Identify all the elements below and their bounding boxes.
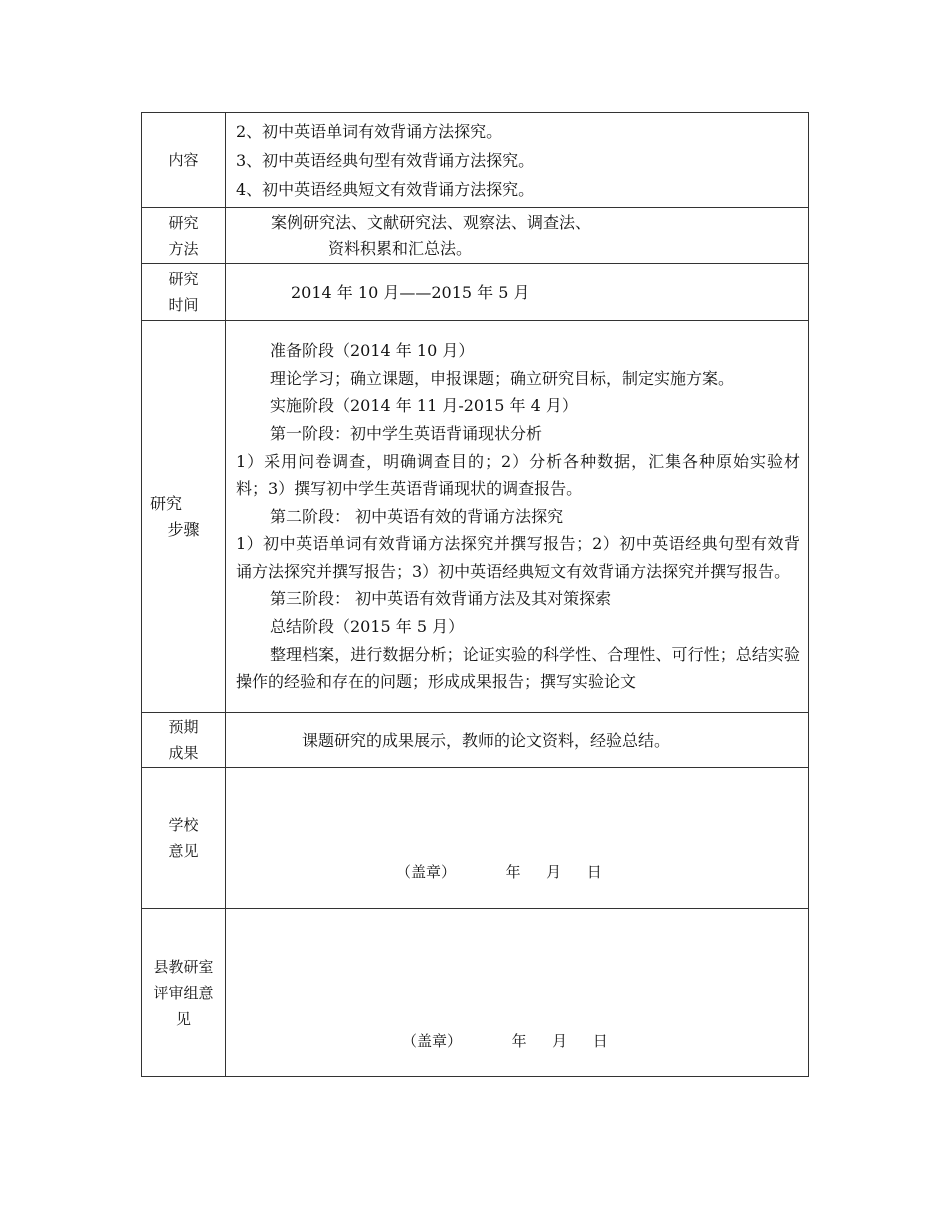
method-label-cell <box>142 208 226 264</box>
time-label-line1: 研究 <box>168 270 199 288</box>
school-day-label: 日 <box>586 863 602 881</box>
county-seal-line <box>236 909 800 1056</box>
time-label-cell <box>142 264 226 321</box>
content-row <box>142 113 809 208</box>
method-line-2: 资料积累和汇总法。 <box>328 238 473 258</box>
time-cell <box>226 264 809 321</box>
outcome-row <box>142 713 809 768</box>
steps-label-cell <box>142 321 226 713</box>
content-label: 内容 <box>168 151 199 169</box>
school-opinion-cell <box>226 768 809 909</box>
content-line-2: 2、初中英语单词有效背诵方法探究。 <box>236 121 503 141</box>
research-period: 2014 年 10 月——2015 年 5 月 <box>291 282 530 302</box>
method-cell <box>226 208 809 264</box>
method-row <box>142 208 809 264</box>
school-year-label: 年 <box>505 863 521 881</box>
school-label-cell <box>142 768 226 909</box>
outcome-cell <box>226 713 809 768</box>
county-label-line3: 见 <box>175 1009 191 1028</box>
outcome-label-line2: 成果 <box>168 744 199 762</box>
first-phase-detail: 1）采用问卷调查，明确调查目的；2）分析各种数据，汇集各种原始实验材料；3）撰写初中学生英语背诵现状的调查报告。 <box>236 451 800 499</box>
second-phase: 第二阶段： 初中英语有效的背诵方法探究 <box>270 506 564 526</box>
steps-label-line1: 研究 <box>150 493 183 513</box>
county-seal-label: （盖章） <box>402 1032 463 1050</box>
method-label-line2: 方法 <box>168 239 199 258</box>
school-month-label: 月 <box>546 863 562 881</box>
outcome-label-line1: 预期 <box>168 718 199 736</box>
prep-stage: 准备阶段（2014 年 10 月） <box>270 341 475 361</box>
county-label-cell <box>142 909 226 1077</box>
steps-row <box>142 321 809 713</box>
content-line-3: 3、初中英语经典句型有效背诵方法探究。 <box>236 150 535 170</box>
county-label-line1: 县教研室 <box>153 957 214 976</box>
county-opinion-row <box>142 909 809 1077</box>
content-label-cell <box>142 113 226 208</box>
school-opinion-row <box>142 768 809 909</box>
method-label-line1: 研究 <box>168 213 199 232</box>
time-label-line2: 时间 <box>168 296 199 314</box>
county-day-label: 日 <box>592 1032 608 1050</box>
prep-stage-detail: 理论学习；确立课题，申报课题；确立研究目标，制定实施方案。 <box>270 368 735 388</box>
application-form-table <box>141 112 809 1077</box>
county-month-label: 月 <box>552 1032 568 1050</box>
expected-outcome: 课题研究的成果展示，教师的论文资料，经验总结。 <box>302 730 671 750</box>
outcome-label-cell <box>142 713 226 768</box>
school-label-line2: 意见 <box>168 842 199 860</box>
county-label-line2: 评审组意 <box>153 983 214 1002</box>
second-phase-detail: 1）初中英语单词有效背诵方法探究并撰写报告；2）初中英语经典句型有效背诵方法探究并撰写报告；3）初中英语经典短文有效背诵方法探究并撰写报告。 <box>236 534 800 581</box>
county-year-label: 年 <box>511 1032 527 1050</box>
implementation-stage: 实施阶段（2014 年 11 月-2015 年 4 月） <box>270 396 578 416</box>
third-phase: 第三阶段： 初中英语有效背诵方法及其对策探索 <box>270 589 612 609</box>
steps-cell <box>226 321 809 713</box>
time-row <box>142 264 809 321</box>
school-seal-line <box>236 768 800 887</box>
steps-label-line2: 步骤 <box>167 519 200 539</box>
school-label-line1: 学校 <box>168 816 199 834</box>
content-line-4: 4、初中英语经典短文有效背诵方法探究。 <box>236 179 535 199</box>
summary-stage: 总结阶段（2015 年 5 月） <box>270 617 465 637</box>
school-seal-label: （盖章） <box>396 863 457 881</box>
first-phase: 第一阶段：初中学生英语背诵现状分析 <box>270 423 543 443</box>
county-opinion-cell <box>226 909 809 1077</box>
summary-stage-detail: 整理档案，进行数据分析；论证实验的科学性、合理性、可行性；总结实验操作的经验和存在的问题；形成成果报告；撰写实验论文 <box>236 644 800 692</box>
content-cell <box>226 113 809 208</box>
method-line-1: 案例研究法、文献研究法、观察法、调查法、 <box>271 212 592 232</box>
